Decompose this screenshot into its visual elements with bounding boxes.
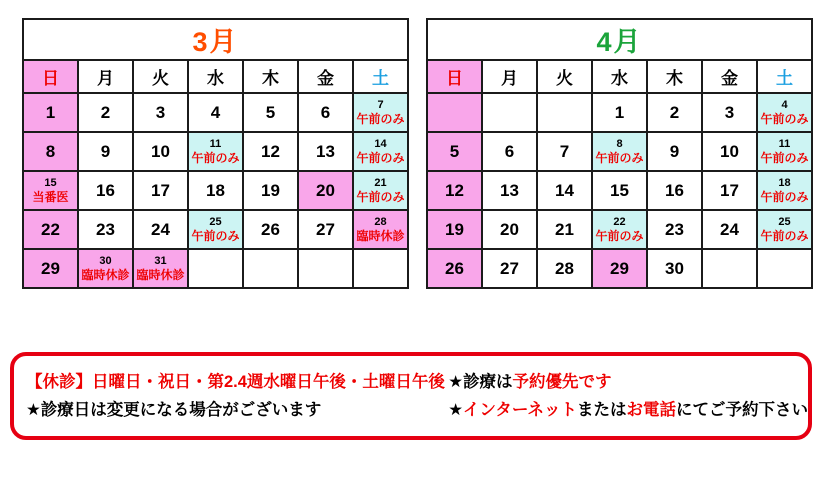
day-number: 8: [616, 138, 623, 150]
day-number: 31: [154, 255, 167, 267]
calendar-cell: 17: [702, 171, 757, 210]
calendar-cell: [537, 93, 592, 132]
notice-line: [448, 396, 808, 424]
calendar-cell: 2: [78, 93, 133, 132]
calendar-cell: [427, 93, 482, 132]
day-note: 午前のみ: [760, 151, 809, 165]
calendar-cell: 13: [298, 132, 353, 171]
notice-text-segment: インターネット: [462, 401, 577, 419]
calendar-cell: 3: [702, 93, 757, 132]
calendar-cell: [353, 171, 408, 210]
day-number: 14: [374, 138, 387, 150]
calendar-cell: 23: [647, 210, 702, 249]
day-number: 11: [778, 138, 791, 150]
weekday-header-thu: 木: [243, 60, 298, 93]
day-note: 午前のみ: [356, 190, 405, 204]
notice-text-segment: 【休診】: [26, 373, 92, 391]
notice-text-segment: お電話: [626, 401, 676, 419]
calendar-cell: [757, 249, 812, 288]
notice-line: [448, 368, 808, 396]
calendar-cell: 29: [23, 249, 78, 288]
calendar-cell: [133, 249, 188, 288]
weekday-header-mon: 月: [482, 60, 537, 93]
calendar-cell: 24: [702, 210, 757, 249]
day-note: 当番医: [32, 190, 69, 204]
calendar-cell: [757, 93, 812, 132]
notice-box: [10, 352, 812, 440]
notice-line: [26, 396, 448, 424]
weekday-header-sat: 土: [353, 60, 408, 93]
day-note: 午前のみ: [760, 112, 809, 126]
calendar-cell: 28: [537, 249, 592, 288]
calendar-cell: [757, 210, 812, 249]
notice-text-segment: ★: [448, 401, 463, 419]
notice-column-right: [448, 368, 808, 424]
notice-text-segment: ★診療日は変更になる場合がございます: [26, 401, 322, 419]
calendar-cell: [188, 210, 243, 249]
calendar-cell: [353, 132, 408, 171]
day-note: 午前のみ: [356, 151, 405, 165]
weekday-header-sun: 日: [23, 60, 78, 93]
calendar-cell: 16: [78, 171, 133, 210]
calendar-cell: 26: [243, 210, 298, 249]
day-number: 15: [44, 177, 57, 189]
day-number: 18: [778, 177, 791, 189]
calendar-cell: 5: [243, 93, 298, 132]
calendar-cell: 23: [78, 210, 133, 249]
calendar-cell: [592, 132, 647, 171]
calendar-cell: 4: [188, 93, 243, 132]
calendar-cell: [188, 132, 243, 171]
notice-text-segment: にてご予約下さい: [676, 401, 808, 419]
calendar-cell: [702, 249, 757, 288]
calendar-cell: 12: [243, 132, 298, 171]
calendar-cell: 7: [537, 132, 592, 171]
calendar-cell: 3: [133, 93, 188, 132]
day-note: 午前のみ: [760, 190, 809, 204]
calendar-cell: [353, 93, 408, 132]
calendar-cell: 1: [592, 93, 647, 132]
day-number: 7: [377, 99, 384, 111]
calendar-cell: [188, 249, 243, 288]
day-note: 臨時休診: [356, 229, 405, 243]
calendar-cell: 16: [647, 171, 702, 210]
calendar-title-april: 4月: [427, 19, 812, 60]
notice-text-segment: または: [577, 401, 627, 419]
calendar-cell: 6: [298, 93, 353, 132]
calendar-cell: 17: [133, 171, 188, 210]
notice-text-segment: 日曜日・祝日・第2.4週水曜日午後・土曜日午後: [92, 373, 445, 391]
day-note: 午前のみ: [191, 151, 240, 165]
weekday-header-sun: 日: [427, 60, 482, 93]
notice-line: [26, 368, 448, 396]
calendar-cell: [757, 171, 812, 210]
day-number: 21: [374, 177, 387, 189]
calendar-cell: 19: [243, 171, 298, 210]
day-note: 臨時休診: [136, 268, 185, 282]
calendar-cell: [353, 249, 408, 288]
calendar-cell: 1: [23, 93, 78, 132]
day-number: 22: [613, 216, 626, 228]
calendar-cell: 20: [298, 171, 353, 210]
weekday-header-wed: 水: [592, 60, 647, 93]
calendar-cell: 10: [702, 132, 757, 171]
calendar-cell: 24: [133, 210, 188, 249]
notice-text-segment: 予約優先です: [512, 373, 612, 391]
calendar-cell: 27: [298, 210, 353, 249]
notice-column-left: [26, 368, 448, 424]
calendar-cell: [78, 249, 133, 288]
calendar-cell: 27: [482, 249, 537, 288]
calendar-cell: 12: [427, 171, 482, 210]
day-number: 4: [781, 99, 788, 111]
weekday-header-wed: 水: [188, 60, 243, 93]
day-number: 30: [99, 255, 112, 267]
day-note: 午前のみ: [595, 229, 644, 243]
calendar-cell: 30: [647, 249, 702, 288]
calendar-april: [426, 18, 813, 289]
weekday-header-tue: 火: [537, 60, 592, 93]
calendar-cell: 14: [537, 171, 592, 210]
day-number: 11: [209, 138, 222, 150]
calendar-cell: 15: [592, 171, 647, 210]
calendar-cell: 26: [427, 249, 482, 288]
calendar-cell: [592, 210, 647, 249]
weekday-header-thu: 木: [647, 60, 702, 93]
day-note: 午前のみ: [595, 151, 644, 165]
day-number: 28: [374, 216, 387, 228]
calendar-cell: 20: [482, 210, 537, 249]
day-note: 午前のみ: [191, 229, 240, 243]
day-note: 臨時休診: [81, 268, 130, 282]
calendar-cell: 2: [647, 93, 702, 132]
calendar-cell: 5: [427, 132, 482, 171]
weekday-header-sat: 土: [757, 60, 812, 93]
calendar-cell: 22: [23, 210, 78, 249]
calendar-cell: [23, 171, 78, 210]
weekday-header-fri: 金: [702, 60, 757, 93]
calendar-cell: [757, 132, 812, 171]
calendar-cell: 6: [482, 132, 537, 171]
calendar-cell: 10: [133, 132, 188, 171]
calendar-cell: 19: [427, 210, 482, 249]
calendar-cell: [298, 249, 353, 288]
calendar-title-march: 3月: [23, 19, 408, 60]
calendar-cell: [482, 93, 537, 132]
calendar-cell: 29: [592, 249, 647, 288]
calendar-cell: 21: [537, 210, 592, 249]
weekday-header-fri: 金: [298, 60, 353, 93]
calendar-cell: 9: [647, 132, 702, 171]
calendar-cell: 8: [23, 132, 78, 171]
weekday-header-mon: 月: [78, 60, 133, 93]
calendar-cell: [353, 210, 408, 249]
calendar-cell: [243, 249, 298, 288]
notice-text-segment: ★診療は: [448, 373, 513, 391]
calendar-cell: 13: [482, 171, 537, 210]
calendar-march: [22, 18, 409, 289]
day-note: 午前のみ: [760, 229, 809, 243]
calendar-cell: 9: [78, 132, 133, 171]
day-number: 25: [778, 216, 791, 228]
day-note: 午前のみ: [356, 112, 405, 126]
day-number: 25: [209, 216, 222, 228]
weekday-header-tue: 火: [133, 60, 188, 93]
calendar-cell: 18: [188, 171, 243, 210]
